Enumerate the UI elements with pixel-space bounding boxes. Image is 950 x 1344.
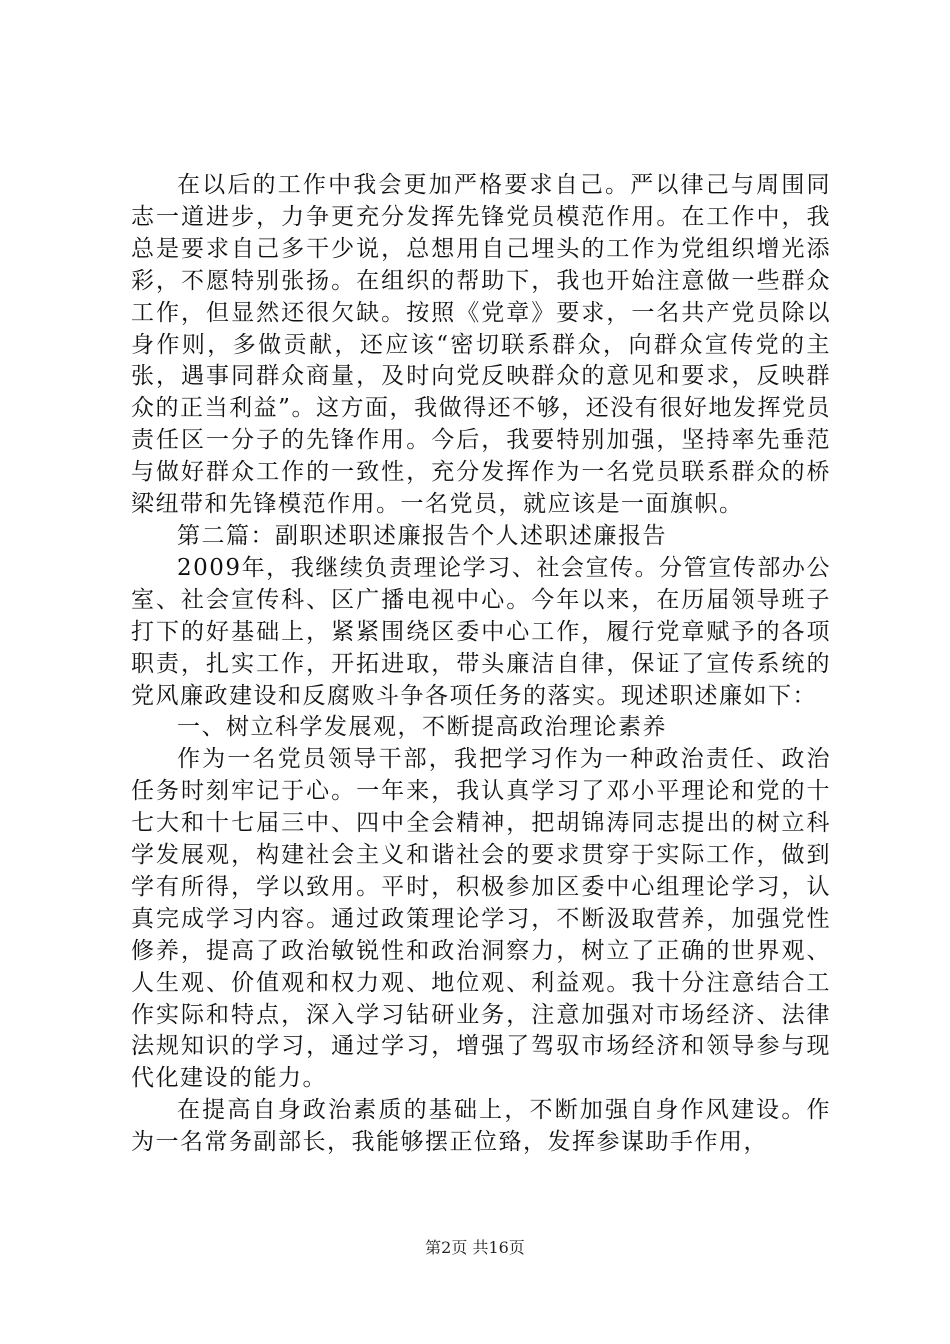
document-body [131,170,831,1159]
section-heading: 第二篇：副职述职述廉报告个人述职述廉报告 [177,522,667,549]
subsection-heading: 一、树立科学发展观，不断提高政治理论素养 [177,714,667,741]
paragraph-2: 2009年，我继续负责理论学习、社会宣传。分管宣传部办公室、社会宣传科、区广播电视中心。今年以来，在历届领导班子打下的好基础上，紧紧围绕区委中心工作，履行党章赋予的各项职责，扎实工作，开拓进取，带头廉洁自律，保证了宣传系统的党风廉政建设和反腐败斗争各项任务的落实。现述职述廉如下： [131,554,831,709]
paragraph-4: 在提高自身政治素质的基础上，不断加强自身作风建设。作为一名常务副部长，我能够摆正位臵，发挥参谋助手作用， [131,1097,831,1156]
paragraph-3: 作为一名党员领导干部，我把学习作为一种政治责任、政治任务时刻牢记于心。一年来，我认真学习了邓小平理论和党的十七大和十七届三中、四中全会精神，把胡锦涛同志提出的树立科学发展观，构建社会主义和谐社会的要求贯穿于实际工作，做到学有所得，学以致用。平时，积极参加区委中心组理论学习，认真完成学习内容。通过政策理论学习，不断汲取营养，加强党性修养，提高了政治敏锐性和政治洞察力，树立了正确的世界观、人生观、价值观和权力观、地位观、利益观。我十分注意结合工作实际和特点，深入学习钻研业务，注意加强对市场经济、法律法规知识的学习，通过学习，增强了驾驭市场经济和领导参与现代化建设的能力。 [131,746,831,1092]
paragraph-1: 在以后的工作中我会更加严格要求自己。严以律己与周围同志一道进步，力争更充分发挥先锋党员模范作用。在工作中，我总是要求自己多干少说，总想用自己埋头的工作为党组织增光添彩，不愿特别张扬。在组织的帮助下，我也开始注意做一些群众工作，但显然还很欠缺。按照《党章》要求，一名共产党员除以身作则，多做贡献，还应该“密切联系群众，向群众宣传党的主张，遇事同群众商量，及时向党反映群众的意见和要求，反映群众的正当利益”。这方面，我做得还不够，还没有很好地发挥党员责任区一分子的先锋作用。今后，我要特别加强，坚持率先垂范与做好群众工作的一致性，充分发挥作为一名党员联系群众的桥梁纽带和先锋模范作用。一名党员，就应该是一面旗帜。 [131,172,831,518]
page-number-footer: 第2页 共16页 [425,1238,525,1257]
